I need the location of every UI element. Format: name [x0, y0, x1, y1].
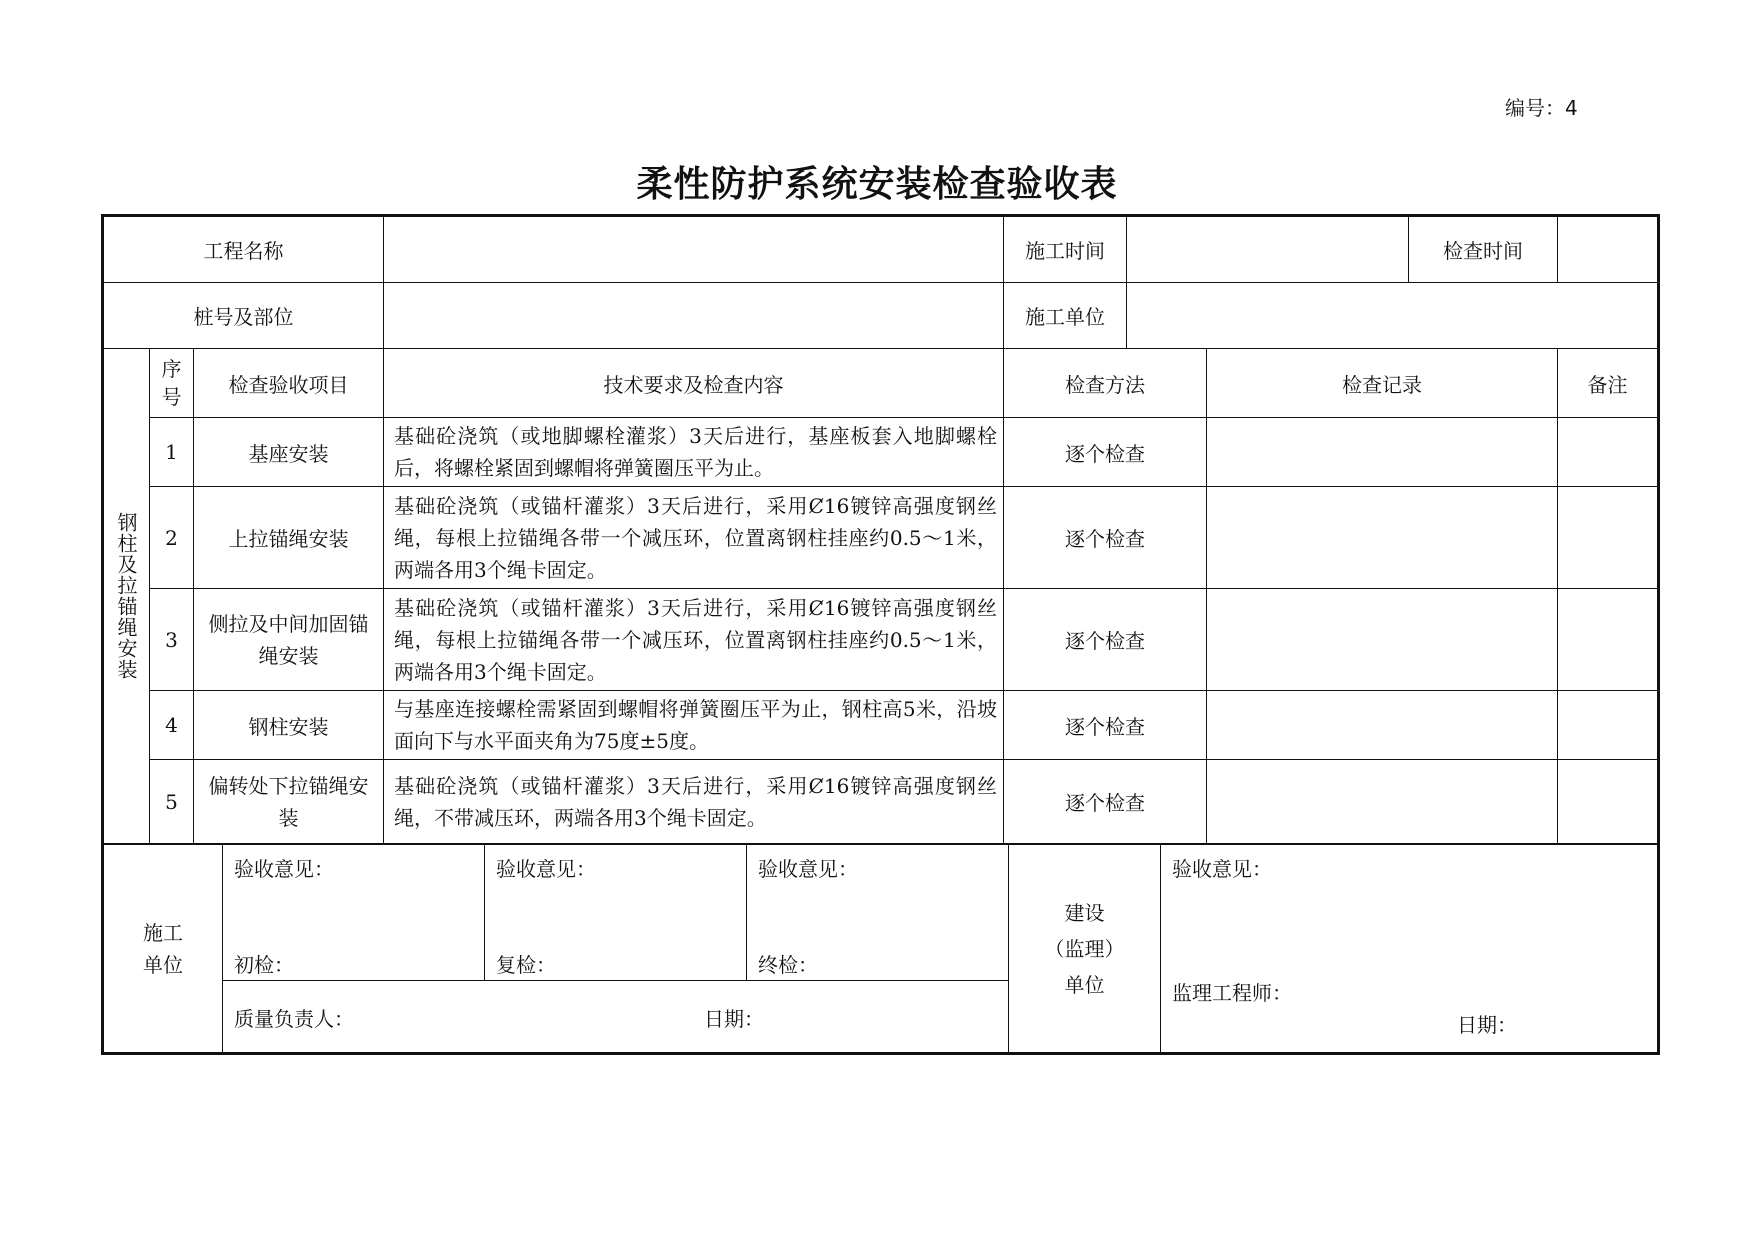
row-requirement: 基础砼浇筑（或地脚螺栓灌浆）3天后进行，基座板套入地脚螺栓后，将螺栓紧固到螺帽将弹簧圈压平为止。 — [384, 418, 1004, 487]
group-label-cell — [103, 349, 150, 844]
table-row — [103, 589, 1659, 691]
final-check-box[interactable] — [747, 845, 1009, 981]
row-method: 逐个检查 — [1004, 589, 1207, 691]
document-number: 编号：4 — [1505, 96, 1578, 120]
row-method: 逐个检查 — [1004, 691, 1207, 760]
row-seq: 1 — [150, 418, 194, 487]
row-seq: 4 — [150, 691, 194, 760]
row-item: 偏转处下拉锚绳安装 — [194, 760, 384, 844]
row-record-field[interactable] — [1207, 691, 1558, 760]
signoff-table — [101, 844, 1660, 1055]
initial-check-label: 初检： — [234, 953, 294, 977]
row-seq: 2 — [150, 487, 194, 589]
page-title: 柔性防护系统安装检查验收表 — [636, 163, 1118, 205]
table-row — [103, 691, 1659, 760]
row-requirement: 基础砼浇筑（或锚杆灌浆）3天后进行，采用Ȼ16镀锌高强度钢丝绳，每根上拉锚绳各带一个减压环，位置离钢柱挂座约0.5～1米，两端各用3个绳卡固定。 — [384, 589, 1004, 691]
col-seq — [150, 349, 194, 418]
opinion-label: 验收意见： — [234, 857, 334, 881]
station-field[interactable] — [384, 283, 1004, 349]
recheck-box[interactable] — [485, 845, 747, 981]
row-method: 逐个检查 — [1004, 418, 1207, 487]
supervision-opinion-label: 验收意见： — [1172, 857, 1272, 881]
recheck-label: 复检： — [496, 953, 556, 977]
table-row — [103, 760, 1659, 844]
initial-check-box[interactable] — [223, 845, 485, 981]
col-item: 检查验收项目 — [194, 349, 384, 418]
supervision-unit-label — [1009, 845, 1161, 1054]
supervision-unit-line-2: （监理） — [1044, 936, 1125, 961]
row-remark-field[interactable] — [1558, 418, 1659, 487]
station-label: 桩号及部位 — [103, 283, 384, 349]
supervision-date-label: 日期： — [1457, 1013, 1517, 1037]
row-method: 逐个检查 — [1004, 760, 1207, 844]
supervision-engineer-label: 监理工程师： — [1172, 981, 1292, 1005]
row-requirement: 与基座连接螺栓需紧固到螺帽将弹簧圈压平为止，钢柱高5米，沿坡面向下与水平面夹角为75度±5度。 — [384, 691, 1004, 760]
inspection-time-label: 检查时间 — [1409, 216, 1558, 283]
project-name-field[interactable] — [384, 216, 1004, 283]
row-requirement: 基础砼浇筑（或锚杆灌浆）3天后进行，采用Ȼ16镀锌高强度钢丝绳，每根上拉锚绳各带一个减压环，位置离钢柱挂座约0.5～1米，两端各用3个绳卡固定。 — [384, 487, 1004, 589]
col-remark: 备注 — [1558, 349, 1659, 418]
row-remark-field[interactable] — [1558, 760, 1659, 844]
inspection-table — [101, 214, 1660, 844]
row-seq: 3 — [150, 589, 194, 691]
opinion-label: 验收意见： — [496, 857, 596, 881]
supervision-unit-line-3: 单位 — [1064, 972, 1105, 997]
construction-unit-signoff-label — [103, 845, 223, 1054]
row-record-field[interactable] — [1207, 760, 1558, 844]
col-method: 检查方法 — [1004, 349, 1207, 418]
row-remark-field[interactable] — [1558, 487, 1659, 589]
inspection-form — [101, 214, 1657, 1055]
column-header-row — [103, 349, 1659, 418]
col-requirement: 技术要求及检查内容 — [384, 349, 1004, 418]
inspection-time-field[interactable] — [1558, 216, 1659, 283]
col-seq-label: 序号 — [161, 357, 182, 409]
row-item: 上拉锚绳安装 — [194, 487, 384, 589]
supervision-opinion-box[interactable] — [1161, 845, 1659, 1054]
row-item: 基座安装 — [194, 418, 384, 487]
row-item: 侧拉及中间加固锚绳安装 — [194, 589, 384, 691]
construction-unit-label: 施工单位 — [1004, 283, 1127, 349]
group-label: 钢柱及拉锚绳安装 — [114, 512, 138, 680]
construction-time-field[interactable] — [1127, 216, 1409, 283]
row-remark-field[interactable] — [1558, 589, 1659, 691]
row-remark-field[interactable] — [1558, 691, 1659, 760]
opinion-label: 验收意见： — [758, 857, 858, 881]
construction-unit-text: 施工单位 — [143, 920, 183, 977]
final-check-label: 终检： — [758, 953, 818, 977]
construction-time-label: 施工时间 — [1004, 216, 1127, 283]
supervision-unit-line-1: 建设 — [1064, 900, 1105, 925]
header-row-2 — [103, 283, 1659, 349]
row-seq: 5 — [150, 760, 194, 844]
construction-unit-field[interactable] — [1127, 283, 1659, 349]
table-row — [103, 418, 1659, 487]
row-method: 逐个检查 — [1004, 487, 1207, 589]
table-row — [103, 487, 1659, 589]
header-row-1 — [103, 216, 1659, 283]
row-requirement: 基础砼浇筑（或锚杆灌浆）3天后进行，采用Ȼ16镀锌高强度钢丝绳，不带减压环，两端各用3个绳卡固定。 — [384, 760, 1004, 844]
quality-person-label: 质量负责人： — [234, 1007, 354, 1031]
row-record-field[interactable] — [1207, 418, 1558, 487]
date-label: 日期： — [704, 1007, 764, 1031]
signoff-row-1 — [103, 845, 1659, 981]
quality-person-box[interactable] — [223, 981, 1009, 1054]
row-record-field[interactable] — [1207, 487, 1558, 589]
col-record: 检查记录 — [1207, 349, 1558, 418]
row-record-field[interactable] — [1207, 589, 1558, 691]
row-item: 钢柱安装 — [194, 691, 384, 760]
project-name-label: 工程名称 — [103, 216, 384, 283]
